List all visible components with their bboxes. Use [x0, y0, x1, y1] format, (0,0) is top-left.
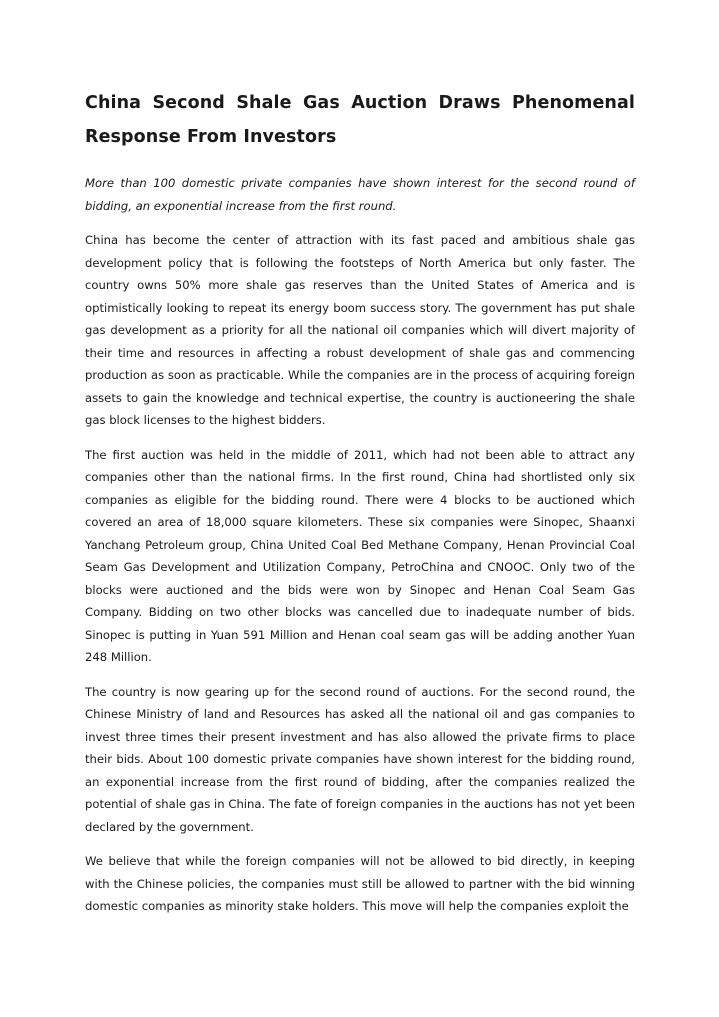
document-page: [85, 86, 635, 918]
body-paragraph: The country is now gearing up for the second round of auctions. For the second round, the Chinese Ministry of land and Resources has asked all the national oil and gas companies to invest three times their present investment and has also allowed the private firms to place their bids. About 100 domestic private companies have shown interest for the bidding round, an exponential increase from the first round of bidding, after the companies realized the potential of shale gas in China. The fate of foreign companies in the auctions has not yet been declared by the government.: [85, 684, 635, 834]
article-title: China Second Shale Gas Auction Draws Phenomenal Response From Investors: [85, 93, 635, 147]
body-paragraph: China has become the center of attraction with its fast paced and ambitious shale gas development policy that is following the footsteps of North America but only faster. The country owns 50% more shale gas reserves than the United States of America and is optimistically looking to repeat its energy boom success story. The government has put shale gas development as a priority for all the national oil companies which will divert majority of their time and resources in affecting a robust development of shale gas and commencing production as soon as practicable. While the companies are in the process of acquiring foreign assets to gain the knowledge and technical expertise, the country is auctioneering the shale gas block licenses to the highest bidders.: [85, 233, 635, 427]
article-standfirst: More than 100 domestic private companies have shown interest for the second round of bidding, an exponential increase from the first round.: [85, 176, 635, 213]
body-paragraph: The first auction was held in the middle of 2011, which had not been able to attract any companies other than the national firms. In the first round, China had shortlisted only six companies as eligible for the bidding round. There were 4 blocks to be auctioned which covered an area of 18,000 square kilometers. These six companies were Sinopec, Shaanxi Yanchang Petroleum group, China United Coal Bed Methane Company, Henan Provincial Coal Seam Gas Development and Utilization Company, PetroChina and CNOOC. Only two of the blocks were auctioned and the bids were won by Sinopec and Henan Coal Seam Gas Company. Bidding on two other blocks was cancelled due to inadequate number of bids. Sinopec is putting in Yuan 591 Million and Henan coal seam gas will be adding another Yuan 248 Million.: [85, 447, 635, 664]
body-paragraph: We believe that while the foreign companies will not be allowed to bid directly, in keeping with the Chinese policies, the companies must still be allowed to partner with the bid winning domestic companies as minority stake holders. This move will help the companies exploit the: [85, 854, 635, 913]
